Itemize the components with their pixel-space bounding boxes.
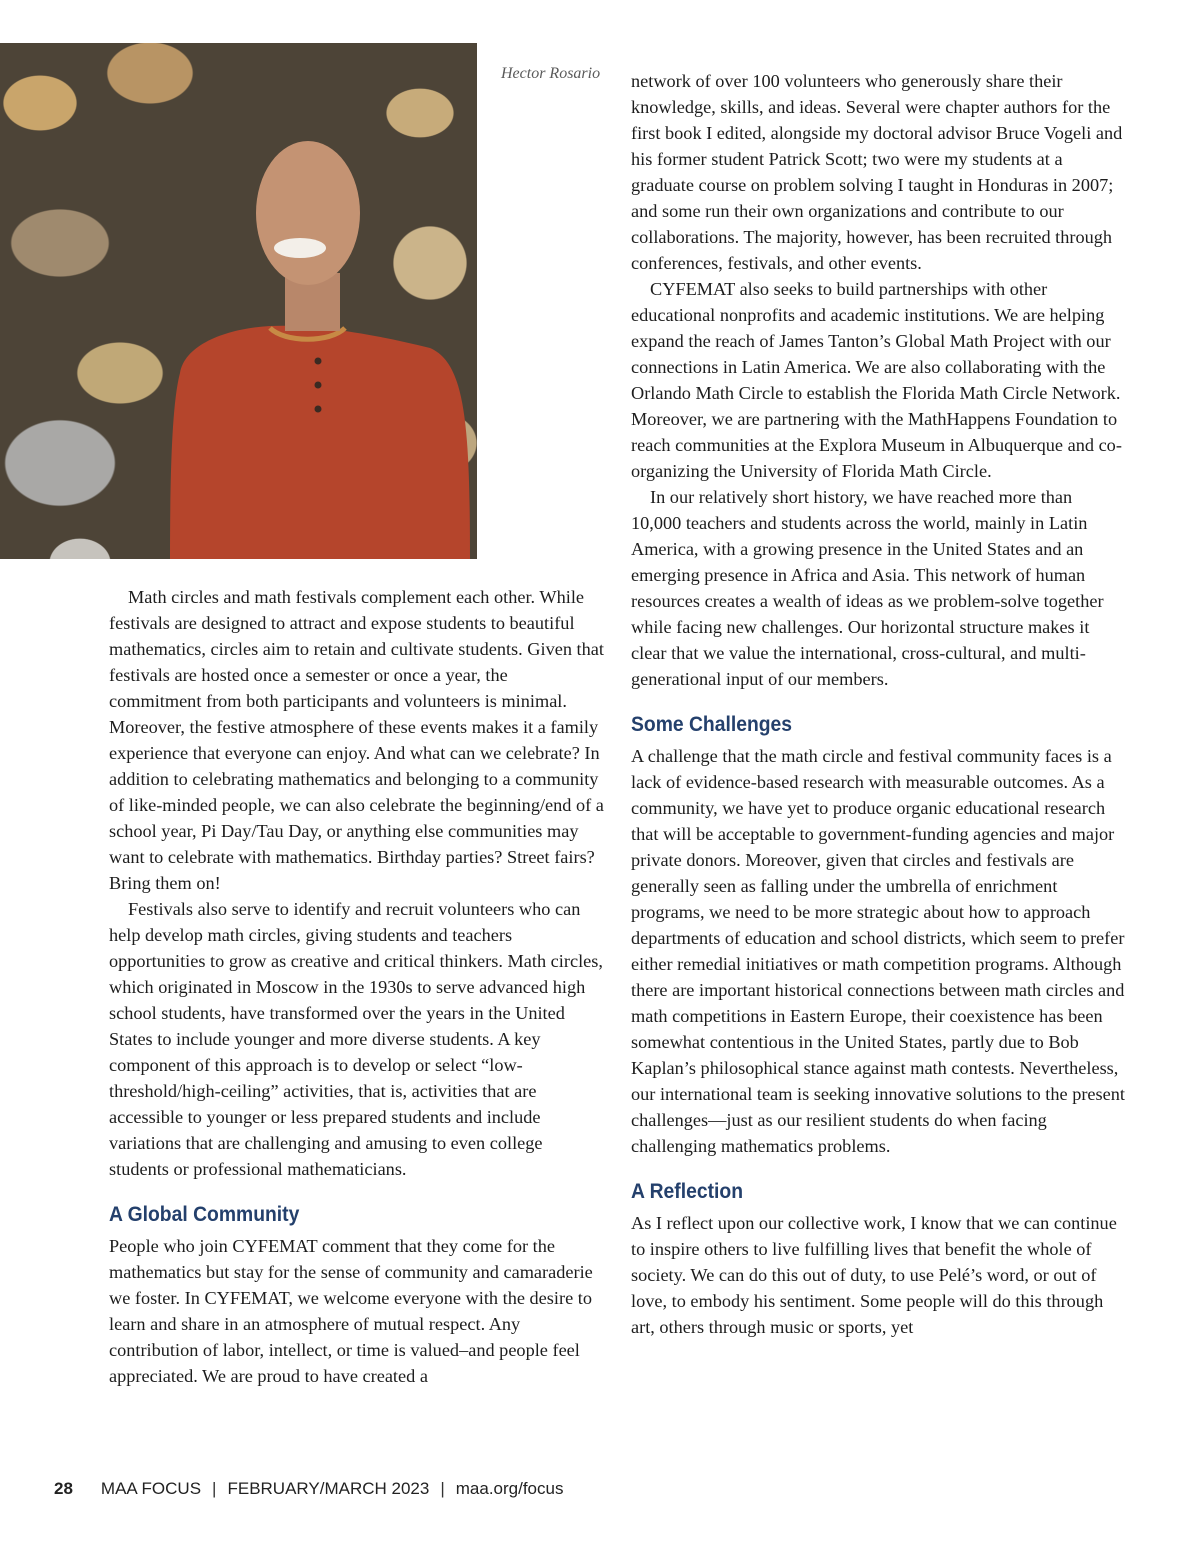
- person-illustration: [0, 43, 477, 559]
- page-footer: [54, 1479, 563, 1499]
- footer-separator: |: [212, 1479, 217, 1498]
- footer-url[interactable]: maa.org/focus: [455, 1479, 564, 1498]
- paragraph: A challenge that the math circle and festival community faces is a lack of evidence-based research with measurable outcomes. As a community, we have yet to produce organic educational research that will be acceptable to government-funding agencies and major private donors. Moreover, given that circles and festivals are generally seen as falling under the umbrella of enrichment programs, we need to be more strategic about how to approach departments of education and school districts, which seem to prefer either remedial initiatives or math competition programs. Although there are important historical connections between math circles and math competitions in Eastern Europe, their coexistence has been somewhat contentious in the United States, partly due to Bob Kaplan’s philosophical stance against math contests. Nevertheless, our international team is seeking innovative solutions to the present challenges—just as our resilient students do when facing challenging mathematics problems.: [631, 746, 1125, 1156]
- paragraph: Festivals also serve to identify and recruit volunteers who can help develop math circles, giving students and teachers opportunities to grow as creative and critical thinkers. Math circles, which originated in Moscow in the 1930s to serve advanced high school students, have transformed over the years in the United States to include younger and more diverse students. A key component of this approach is to develop or select “low-threshold/high-ceiling” activities, that is, activities that are accessible to younger or less prepared students and include variations that are challenging and amusing to even college students or professional mathematicians.: [109, 899, 603, 1179]
- section-heading: A Global Community: [109, 1203, 300, 1226]
- portrait-photo: [0, 43, 477, 559]
- paragraph: network of over 100 volunteers who generously share their knowledge, skills, and ideas. Several were chapter authors for the first book I edited, alongside my doctoral advisor Bruce Vogeli and his former student Patrick Scott; two were my students at a graduate course on problem solving I taught in Honduras in 2007; and some run their own organizations and contribute to our collaborations. The majority, however, has been recruited through conferences, festivals, and other events.: [631, 71, 1123, 273]
- issue-date: FEBRUARY/MARCH 2023: [227, 1479, 430, 1498]
- paragraph: In our relatively short history, we have reached more than 10,000 teachers and students across the world, mainly in Latin America, with a growing presence in the United States and an emerging presence in Africa and Asia. This network of human resources creates a wealth of ideas as we problem-solve together while facing new challenges. Our horizontal structure makes it clear that we value the international, cross-cultural, and multi-generational input of our members.: [631, 487, 1104, 689]
- paragraph: As I reflect upon our collective work, I know that we can continue to inspire others to live fulfilling lives that benefit the whole of society. We can do this out of duty, to use Pelé’s word, or out of love, to embody his sentiment. Some people will do this through art, others through music or sports, yet: [631, 1213, 1117, 1337]
- magazine-name: MAA FOCUS: [100, 1479, 202, 1498]
- page-number: 28: [54, 1479, 73, 1498]
- footer-separator: |: [440, 1479, 445, 1498]
- left-column: [109, 584, 604, 1389]
- paragraph: People who join CYFEMAT comment that they come for the mathematics but stay for the sense of community and camaraderie we foster. In CYFEMAT, we welcome everyone with the desire to learn and share in an atmosphere of mutual respect. Any contribution of labor, intellect, or time is valued–and people feel appreciated. We are proud to have created a: [109, 1236, 593, 1386]
- paragraph: CYFEMAT also seeks to build partnerships with other educational nonprofits and academic institutions. We are helping expand the reach of James Tanton’s Global Math Project with our connections in Latin America. We are also collaborating with the Orlando Math Circle to establish the Florida Math Circle Network. Moreover, we are partnering with the MathHappens Foundation to reach communities at the Explora Museum in Albuquerque and co-organizing the University of Florida Math Circle.: [631, 279, 1122, 481]
- paragraph: Math circles and math festivals complement each other. While festivals are designed to attract and expose students to beautiful mathematics, circles aim to retain and cultivate students. Given that festivals are hosted once a semester or once a year, the commitment from both participants and volunteers is minimal. Moreover, the festive atmosphere of these events makes it a family experience that everyone can enjoy. And what can we celebrate? In addition to celebrating mathematics and belonging to a community of like-minded people, we can also celebrate the beginning/end of a school year, Pi Day/Tau Day, or anything else communities may want to celebrate with mathematics. Birthday parties? Street fairs? Bring them on!: [109, 587, 604, 893]
- right-column: [631, 68, 1127, 1340]
- section-heading: Some Challenges: [631, 713, 793, 736]
- section-heading: A Reflection: [631, 1180, 743, 1203]
- photo-caption: Hector Rosario: [501, 65, 601, 82]
